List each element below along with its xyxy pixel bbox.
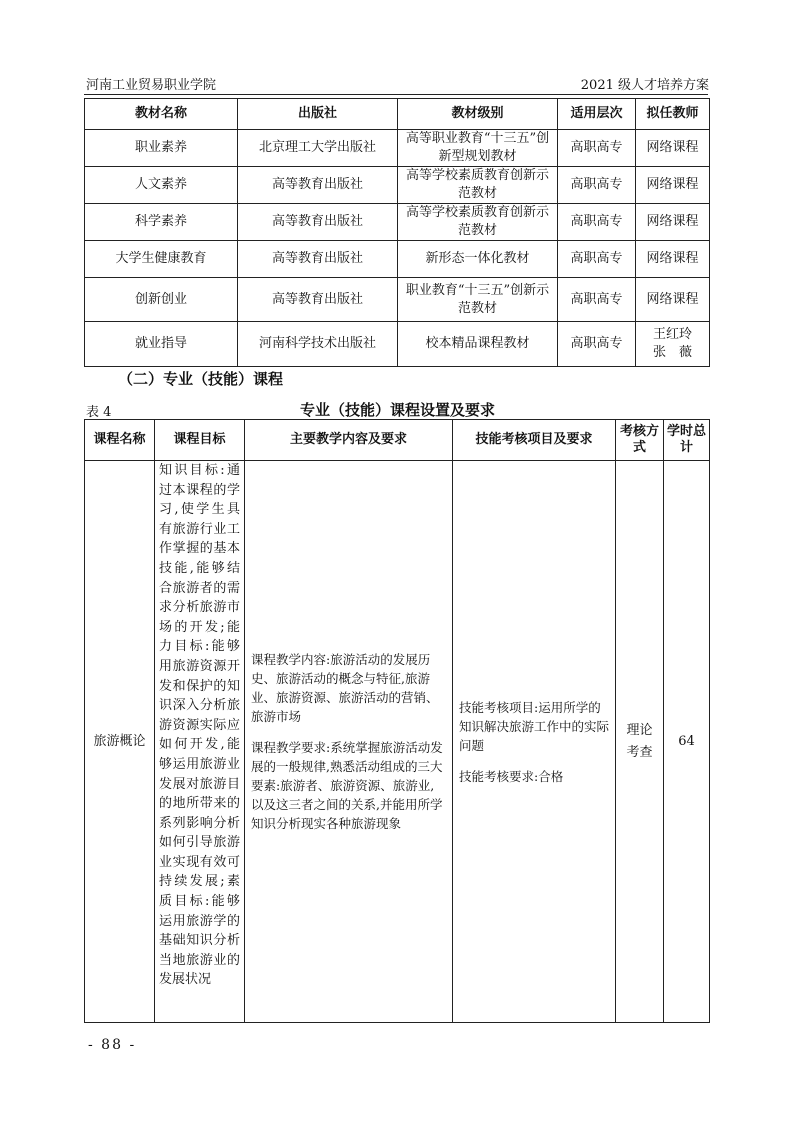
col-header-publisher: 出版社: [238, 99, 398, 130]
table-row: [85, 322, 710, 367]
textbook-name-cell: 人文素养: [85, 167, 238, 204]
course-requirements-table: [84, 419, 710, 1023]
col-header-textbook-name: 教材名称: [85, 99, 238, 130]
teacher-cell: 网络课程: [636, 204, 710, 241]
col-header-exam-method: 考核方式: [616, 420, 664, 461]
col-header-teaching-content: 主要教学内容及要求: [245, 420, 453, 461]
table-row: [85, 461, 710, 1023]
applicable-level-cell: 高职高专: [558, 322, 636, 367]
header-school-name: 河南工业贸易职业学院: [86, 78, 217, 93]
course-goal-cell: 知识目标:通过本课程的学习,使学生具有旅游行业工作掌握的基本技能,能够结合旅游者的需求分析旅游市场的开发;能力目标:能够用旅游资源开发和保护的知识深入分析旅游资源实际应如何开发,能够运用旅游业发展对旅游目的地所带来的系列影响分析如何引导旅游业实现有效可持续发展;素质目标:能够运用旅游学的基础知识分析当地旅游业的发展状况: [155, 461, 245, 1023]
course-name-cell: 旅游概论: [85, 461, 155, 1023]
applicable-level-cell: 高职高专: [558, 241, 636, 278]
textbook-level-cell: 新形态一体化教材: [398, 241, 558, 278]
col-header-teacher: 拟任教师: [636, 99, 710, 130]
textbook-name-cell: 职业素养: [85, 130, 238, 167]
table-caption: 专业（技能）课程设置及要求: [300, 401, 496, 419]
publisher-cell: 高等教育出版社: [238, 278, 398, 322]
textbook-name-cell: 创新创业: [85, 278, 238, 322]
teacher-cell: 网络课程: [636, 278, 710, 322]
textbook-name-cell: 就业指导: [85, 322, 238, 367]
col-header-course-goal: 课程目标: [155, 420, 245, 461]
textbook-level-cell: 校本精品课程教材: [398, 322, 558, 367]
total-hours-cell: 64: [664, 461, 710, 1023]
publisher-cell: 河南科学技术出版社: [238, 322, 398, 367]
skill-assessment-cell: [453, 461, 616, 1023]
textbook-level-cell: 职业教育“十三五”创新示范教材: [398, 278, 558, 322]
table-row: [85, 130, 710, 167]
publisher-cell: 高等教育出版社: [238, 204, 398, 241]
teacher-cell: 网络课程: [636, 241, 710, 278]
col-header-textbook-level: 教材级别: [398, 99, 558, 130]
col-header-total-hours: 学时总计: [664, 420, 710, 461]
teacher-cell: 网络课程: [636, 167, 710, 204]
skill-item-text: 技能考核项目:运用所学的知识解决旅游工作中的实际问题: [459, 699, 610, 753]
applicable-level-cell: 高职高专: [558, 130, 636, 167]
textbook-level-cell: 高等学校素质教育创新示范教材: [398, 204, 558, 241]
section-heading: （二）专业（技能）课程: [118, 370, 284, 388]
page-number: - 88 -: [88, 1037, 137, 1053]
header-divider: [84, 94, 708, 95]
table-row: [85, 204, 710, 241]
exam-method-cell: 理论 考查: [616, 461, 664, 1023]
table-header-row: [85, 99, 710, 130]
col-header-applicable-level: 适用层次: [558, 99, 636, 130]
col-header-course-name: 课程名称: [85, 420, 155, 461]
table-row: [85, 278, 710, 322]
publisher-cell: 北京理工大学出版社: [238, 130, 398, 167]
publisher-cell: 高等教育出版社: [238, 167, 398, 204]
textbook-table: [84, 98, 710, 367]
table-header-row: [85, 420, 710, 461]
teaching-content-cell: [245, 461, 453, 1023]
textbook-name-cell: 科学素养: [85, 204, 238, 241]
applicable-level-cell: 高职高专: [558, 204, 636, 241]
textbook-level-cell: 高等职业教育“十三五”创新型规划教材: [398, 130, 558, 167]
teacher-cell: 王红玲 张 薇: [636, 322, 710, 367]
table-row: [85, 167, 710, 204]
teaching-content-text: 课程教学内容:旅游活动的发展历史、旅游活动的概念与特征,旅游业、旅游资源、旅游活动的营销、旅游市场: [251, 652, 439, 724]
header-doc-title: 2021 级人才培养方案: [580, 78, 709, 93]
table-row: [85, 241, 710, 278]
col-header-skill-assessment: 技能考核项目及要求: [453, 420, 616, 461]
textbook-level-cell: 高等学校素质教育创新示范教材: [398, 167, 558, 204]
applicable-level-cell: 高职高专: [558, 278, 636, 322]
teacher-cell: 网络课程: [636, 130, 710, 167]
publisher-cell: 高等教育出版社: [238, 241, 398, 278]
teaching-requirement-text: 课程教学要求:系统掌握旅游活动发展的一般规律,熟悉活动组成的三大要素:旅游者、旅游资源、旅游业,以及这三者之间的关系,并能用所学知识分析现实各种旅游现象: [251, 740, 443, 831]
table-number: 表 4: [86, 405, 112, 420]
skill-requirement-text: 技能考核要求:合格: [459, 768, 564, 784]
applicable-level-cell: 高职高专: [558, 167, 636, 204]
textbook-name-cell: 大学生健康教育: [85, 241, 238, 278]
